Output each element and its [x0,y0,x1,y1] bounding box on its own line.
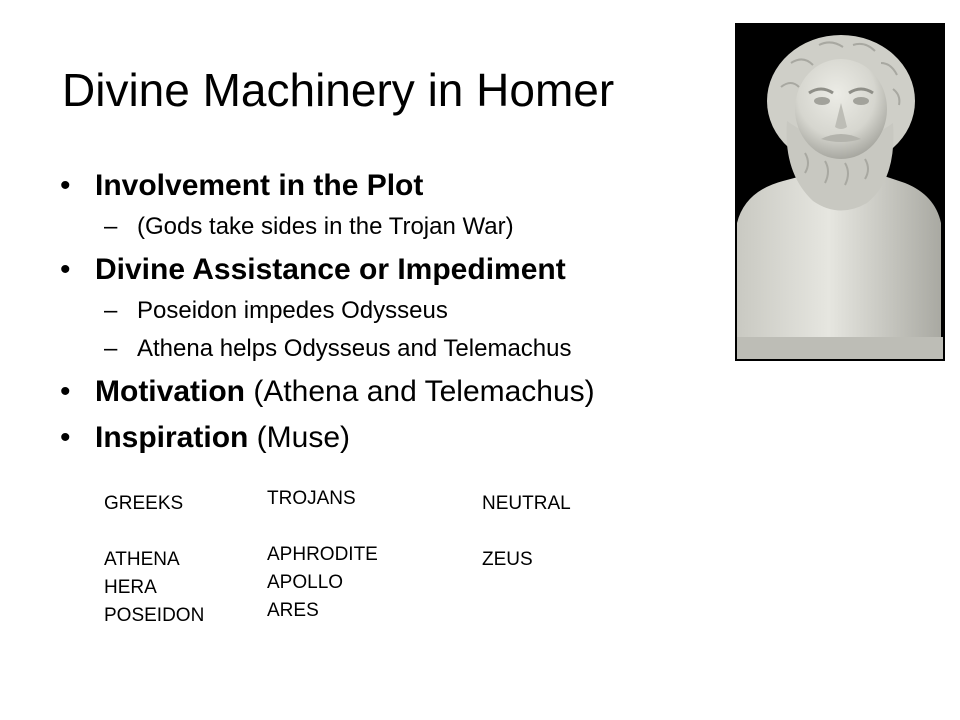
column-item: ATHENA [104,549,180,570]
bullet-involvement [60,168,740,204]
column-item: HERA [104,577,157,598]
bullet-dot: • [60,375,71,408]
sub-bullet-dash: – [104,297,118,324]
column-item: POSEIDON [104,605,205,626]
homer-bust-image [735,23,945,361]
bullet-divine-assistance [60,252,740,288]
bullet-normal-text: (Athena and Telemachus) [245,375,595,408]
bullet-bold-text: Motivation [95,375,245,408]
bullet-motivation [60,374,740,410]
slide-title: Divine Machinery in Homer [62,64,615,116]
column-trojans [267,485,378,625]
bullet-dot: • [60,253,71,286]
bullet-dot: • [60,169,71,202]
bullet-bold-text: Involvement in the Plot [95,169,424,202]
sub-bullet-gods-take-sides [60,212,740,242]
bullet-list [60,168,740,456]
bullet-normal-text: (Muse) [248,421,351,454]
sub-bullet-dash: – [104,335,118,362]
column-greeks [104,490,204,630]
column-item: ZEUS [482,549,533,570]
bullet-dot: • [60,421,71,454]
bullet-inspiration [60,420,740,456]
column-item: ARES [267,600,319,621]
bullet-bold-text: Divine Assistance or Impediment [95,253,566,286]
sub-bullet-text: Poseidon impedes Odysseus [137,297,448,324]
column-neutral [482,490,571,574]
sub-bullet-text: (Gods take sides in the Trojan War) [137,213,514,240]
column-heading: TROJANS [267,488,356,509]
bullet-bold-text: Inspiration [95,421,249,454]
sub-bullet-athena [60,334,740,364]
bust-illustration [735,23,945,361]
column-heading: GREEKS [104,493,184,514]
column-item: APHRODITE [267,544,378,565]
sub-bullet-text: Athena helps Odysseus and Telemachus [137,335,572,362]
sub-bullet-poseidon [60,296,740,326]
column-heading: NEUTRAL [482,493,571,514]
sub-bullet-dash: – [104,213,118,240]
column-item: APOLLO [267,572,344,593]
